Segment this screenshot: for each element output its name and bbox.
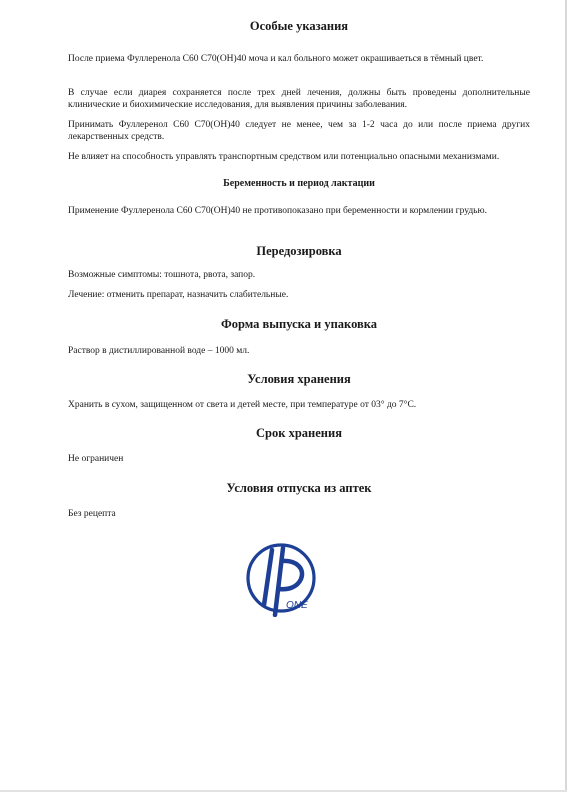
- overdose-section: [68, 243, 530, 259]
- pregnancy-section: [68, 177, 530, 191]
- form-section: [68, 316, 530, 332]
- special-instructions-section: [68, 18, 530, 34]
- company-logo: [245, 541, 317, 617]
- shelf-life-section: [68, 425, 530, 441]
- storage-title: Условия хранения: [247, 372, 351, 386]
- logo-text: ONE: [286, 600, 308, 611]
- overdose-paragraph-1: Возможные симптомы: тошнота, рвота, запор.: [68, 270, 256, 280]
- dispense-section: [68, 480, 530, 496]
- storage-paragraph-1: Хранить в сухом, защищенном от света и детей месте, при температуре от 03° до 7°С.: [68, 400, 417, 410]
- storage-section: [68, 371, 530, 387]
- overdose-title: Передозировка: [256, 244, 342, 258]
- special-paragraph-4: Не влияет на способность управлять транспортным средством или потенциально опасными механизмами.: [68, 152, 500, 162]
- special-paragraph-1: После приема Фуллеренола C60 C70(OH)40 моча и кал больного может окрашиваеться в тёмный цвет.: [68, 54, 484, 64]
- form-p1-block: [68, 346, 530, 358]
- special-p1-block: [68, 54, 530, 66]
- special-paragraph-3: Принимать Фуллеренол C60 C70(OH)40 следует не менее, чем за 1-2 часа до или после приема других лекарственных средств.: [68, 120, 530, 142]
- shelf-life-paragraph-1: Не ограничен: [68, 454, 124, 464]
- pregnancy-p1-block: [68, 206, 530, 218]
- overdose-p2-block: [68, 290, 530, 302]
- form-title: Форма выпуска и упаковка: [220, 317, 378, 331]
- shelf-life-title: Срок хранения: [256, 426, 342, 440]
- special-instructions-title: Особые указания: [249, 19, 349, 33]
- dispense-p1-block: [68, 509, 530, 521]
- storage-p1-block: [68, 400, 530, 412]
- special-paragraph-2: В случае если диарея сохраняется после трех дней лечения, должны быть проведены дополнительные клинические и биохимические исследования, для выявления причины заболевания.: [68, 88, 530, 110]
- dispense-title: Условия отпуска из аптек: [226, 481, 372, 495]
- special-p2-block: [68, 88, 530, 111]
- shelf-life-p1-block: [68, 454, 530, 466]
- pregnancy-paragraph-1: Применение Фуллеренола C60 C70(OH)40 не противопоказано при беременности и кормлении грудью.: [68, 206, 487, 216]
- special-p3-block: [68, 120, 530, 143]
- special-p4-block: [68, 152, 530, 164]
- pregnancy-title: Беременность и период лактации: [223, 178, 375, 189]
- logo-emblem-icon: [245, 541, 317, 617]
- form-paragraph-1: Раствор в дистиллированной воде – 1000 мл.: [68, 346, 250, 356]
- dispense-paragraph-1: Без рецепта: [68, 509, 116, 519]
- overdose-p1-block: [68, 270, 530, 282]
- overdose-paragraph-2: Лечение: отменить препарат, назначить слабительные.: [68, 290, 289, 300]
